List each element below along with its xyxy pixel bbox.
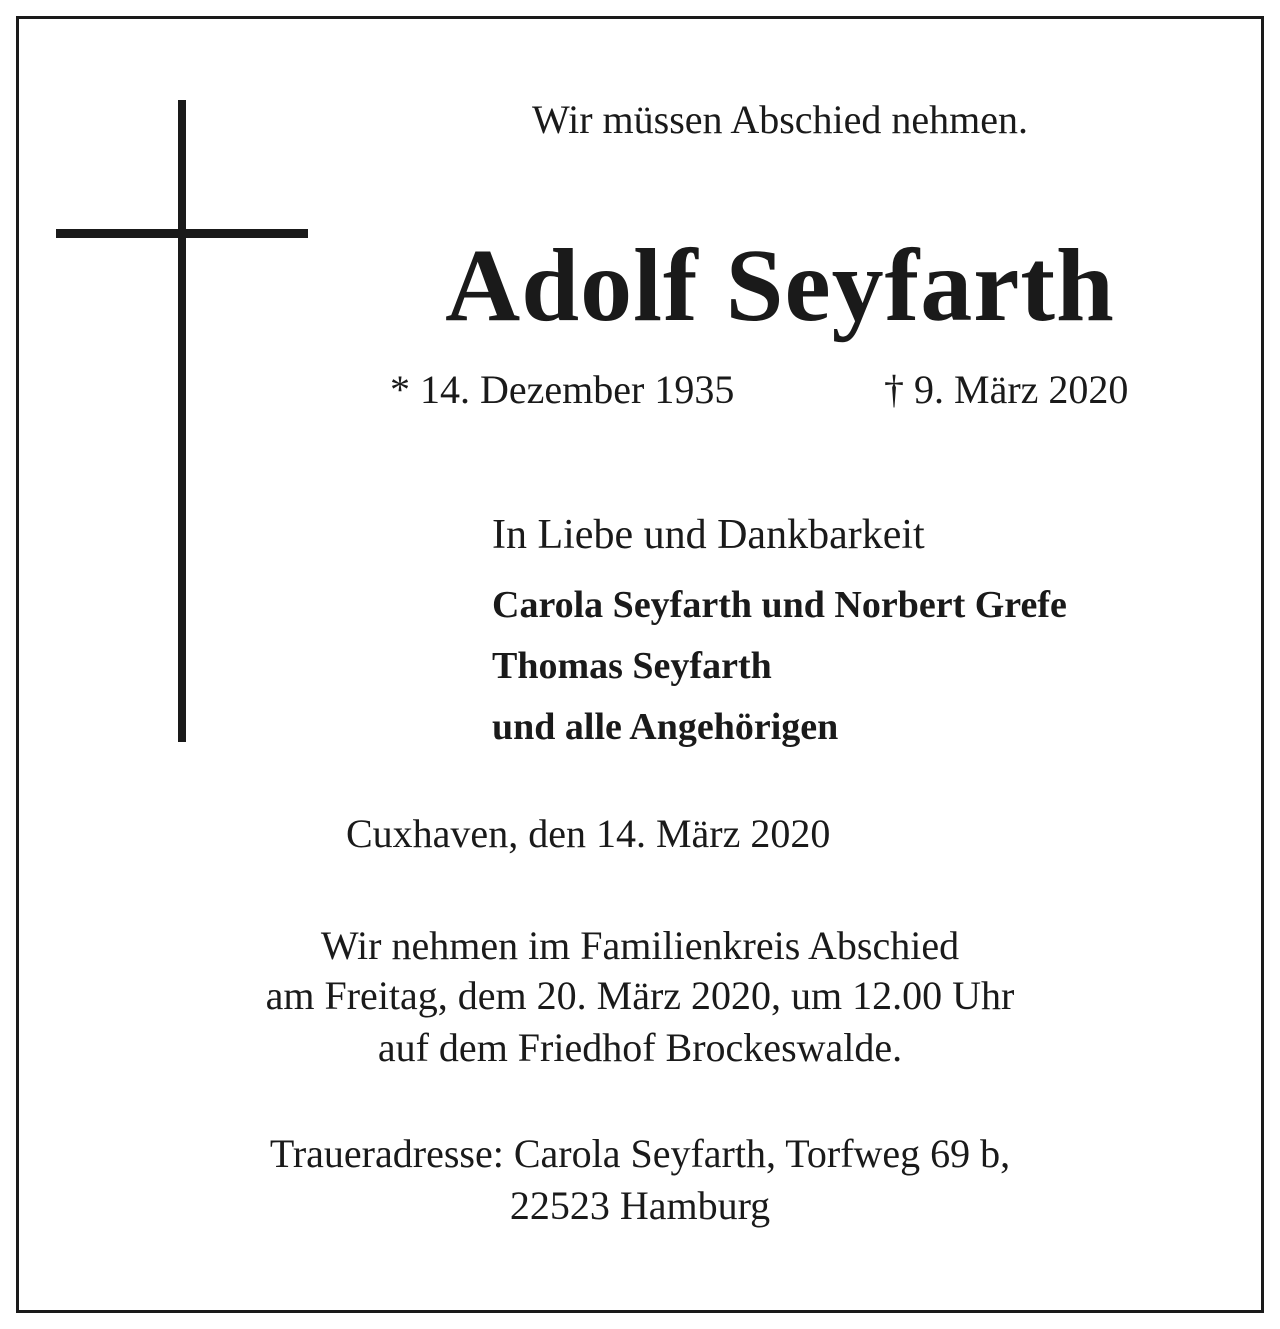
thanks-line: In Liebe und Dankbarkeit bbox=[492, 512, 925, 558]
service-line: am Freitag, dem 20. März 2020, um 12.00 Uhr bbox=[265, 973, 1015, 1018]
mourning-address-line: 22523 Hamburg bbox=[509, 1183, 771, 1228]
mourner-line: Thomas Seyfarth bbox=[492, 645, 772, 687]
deceased-name: Adolf Seyfarth bbox=[445, 228, 1115, 343]
cross-icon-vertical-bar bbox=[178, 100, 186, 742]
mourning-address-line: Traueradresse: Carola Seyfarth, Torfweg 69 b, bbox=[269, 1131, 1011, 1176]
mourner-line: Carola Seyfarth und Norbert Grefe bbox=[492, 584, 1067, 626]
place-and-date: Cuxhaven, den 14. März 2020 bbox=[346, 811, 831, 856]
intro-line: Wir müssen Abschied nehmen. bbox=[531, 97, 1029, 142]
cross-icon-horizontal-bar bbox=[56, 229, 308, 238]
service-line: Wir nehmen im Familienkreis Abschied bbox=[320, 923, 960, 968]
birth-date: * 14. Dezember 1935 bbox=[390, 367, 735, 412]
death-date: † 9. März 2020 bbox=[884, 367, 1129, 412]
mourner-line: und alle Angehörigen bbox=[492, 706, 839, 748]
service-line: auf dem Friedhof Brockeswalde. bbox=[377, 1025, 903, 1070]
